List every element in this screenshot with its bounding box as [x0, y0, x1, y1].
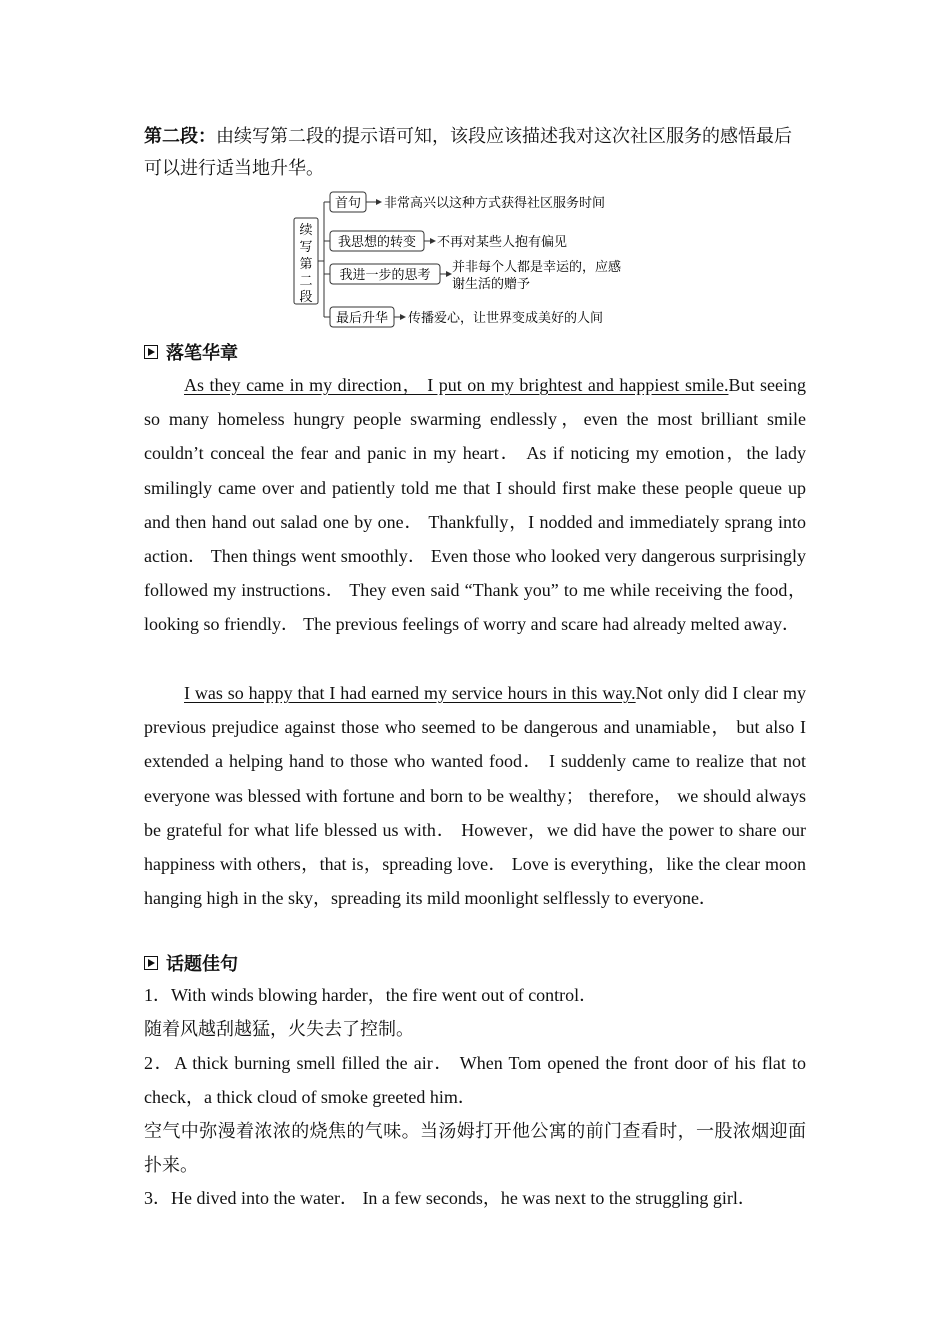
branch-detail-2: 不再对某些人抱有偏见 — [437, 235, 568, 250]
sentence-1-zh: 随着风越刮越猛，火失去了控制。 — [144, 1019, 414, 1039]
diagram-root — [299, 222, 312, 305]
outline-diagram — [290, 188, 660, 330]
section-heading-1 — [144, 340, 238, 364]
intro-text: 由续写第二段的提示语可知，该段应该描述我对这次社区服务的感悟最后可以进行适当地升华。 — [144, 126, 792, 178]
branch-node-1: 首句 — [334, 196, 362, 211]
sentence-2-en: 2．A thick burning smell filled the air． When Tom opened the front door of his flat to check，a thick cloud of smoke greeted him． — [144, 1053, 806, 1107]
section-heading-2 — [144, 951, 238, 975]
branch-node-3: 我进一步的思考 — [339, 268, 431, 283]
intro-label: 第二段： — [144, 126, 216, 146]
section-title-1: 落笔华章 — [166, 343, 238, 364]
intro-paragraph — [144, 120, 806, 184]
sentence-1-en: 1．With winds blowing harder，the fire went out of control． — [144, 985, 598, 1005]
root-char-1: 续 — [299, 223, 313, 238]
branch-detail-1: 非常高兴以这种方式获得社区服务时间 — [384, 196, 606, 211]
section-title-2: 话题佳句 — [166, 954, 238, 975]
paragraph-2-text: Not only did I clear my previous prejudice against those who seemed to be dangerous and unamiable， but also I extended a helping hand to those who wanted food． I suddenly came to realize that not everyone was blessed with fortune and born to be wealthy； therefore， we should always be grateful for what life blessed us with． However，we did have the power to share our happiness with others，that is，spreading love． Love is everything，like the clear moon hanging high in the sky，spreading its mild moonlight selflessly to everyone． — [144, 683, 806, 909]
essay-paragraph-1 — [144, 368, 806, 642]
sentence-3-en: 3．He dived into the water． In a few seconds，he was next to the struggling girl． — [144, 1188, 756, 1208]
root-char-3: 第 — [299, 257, 313, 272]
branch-node-4: 最后升华 — [335, 311, 389, 326]
root-char-2: 写 — [299, 240, 313, 255]
essay-paragraph-2 — [144, 676, 806, 915]
branch-detail-4: 传播爱心，让世界变成美好的人间 — [408, 311, 604, 326]
root-char-4: 二 — [299, 274, 313, 289]
branch-detail-3a: 并非每个人都是幸运的，应感 — [452, 260, 622, 275]
sentence-2-zh: 空气中弥漫着浓浓的烧焦的气味。当汤姆打开他公寓的前门查看时，一股浓烟迎面扑来。 — [144, 1121, 806, 1175]
play-icon — [144, 345, 158, 359]
branch-detail-3b: 谢生活的赠予 — [452, 277, 531, 292]
play-icon — [144, 956, 158, 970]
branch-node-2: 我思想的转变 — [337, 235, 417, 250]
root-char-5: 段 — [299, 290, 313, 305]
paragraph-1-underlined: As they came in my direction， I put on my brightest and happiest smile. — [184, 375, 729, 395]
paragraph-1-text: But seeing so many homeless hungry people swarming endlessly，even the most brilliant smile couldn’t conceal the fear and panic in my heart． As if noticing my emotion，the lady smilingly came over and patiently told me that I should first make these people queue up and then hand out salad one by one． Thankfully，I nodded and immediately sprang into action． Then things went smoothly． Even those who looked very dangerous surprisingly followed my instructions． They even said “Thank you” to me while receiving the food，looking so friendly． The previous feelings of worry and scare had already melted away． — [144, 375, 806, 635]
paragraph-2-underlined: I was so happy that I had earned my service hours in this way. — [184, 683, 636, 703]
